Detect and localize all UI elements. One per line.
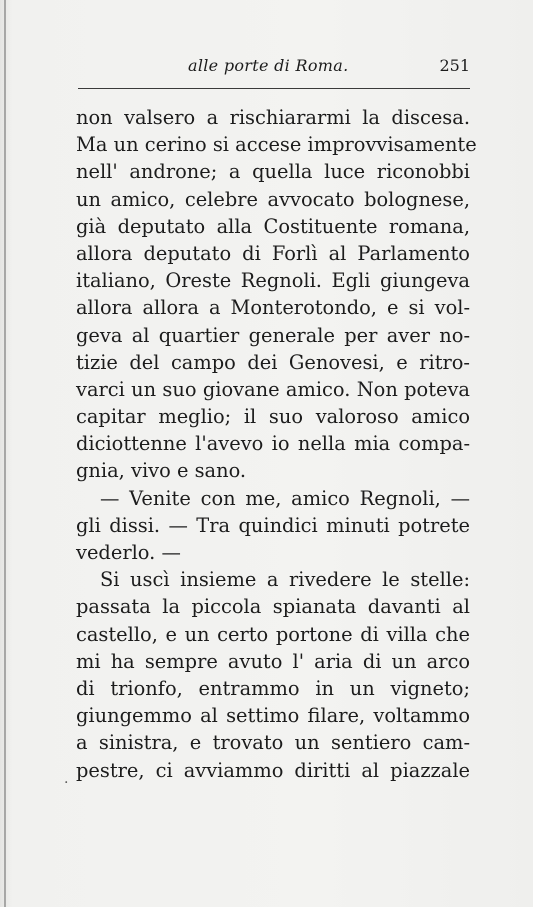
- text-line: non valsero a rischiararmi la discesa.: [76, 106, 470, 129]
- text-line: capitar meglio; il suo valoroso amico: [76, 405, 470, 429]
- text-line: passata la piccola spianata davanti al: [76, 595, 470, 619]
- text-line: mi ha sempre avuto l' aria di un arco: [76, 649, 470, 673]
- page-number: 251: [439, 56, 470, 75]
- text-line: vederlo. —: [76, 541, 181, 564]
- page-header: [78, 56, 470, 80]
- text-line: nell' androne; a quella luce riconobbi: [76, 160, 470, 184]
- header-rule: [78, 88, 470, 89]
- text-line: di trionfo, entrammo in un vigneto;: [76, 676, 470, 700]
- text-line: — Venite con me, amico Regnoli, —: [100, 486, 470, 510]
- text-line: italiano, Oreste Regnoli. Egli giungeva: [76, 269, 470, 293]
- text-line: a sinistra, e trovato un sentiero cam-: [76, 731, 470, 755]
- text-line: gli dissi. — Tra quindici minuti potrete: [76, 513, 470, 537]
- text-line: gnia, vivo e sano.: [76, 459, 247, 483]
- page-gutter-edge: [4, 0, 6, 907]
- body-text: [76, 104, 477, 784]
- running-title: alle porte di Roma.: [188, 56, 349, 75]
- text-line: già deputato alla Costituente romana,: [76, 214, 470, 238]
- text-line: pestre, ci avviammo diritti al piazzale: [76, 758, 470, 782]
- text-line: un amico, celebre avvocato bolognese,: [76, 187, 470, 211]
- text-line: allora allora a Monterotondo, e si vol-: [76, 296, 470, 320]
- text-line: Ma un cerino si accese improvvisamente: [76, 133, 477, 157]
- text-line: allora deputato di Forlì al Parlamento: [76, 241, 470, 265]
- text-line: giungemmo al settimo filare, voltammo: [76, 704, 470, 728]
- text-line: diciottenne l'avevo io nella mia compa-: [76, 432, 470, 456]
- margin-speck: .: [64, 771, 69, 787]
- text-line: tizie del campo dei Genovesi, e ritro-: [76, 350, 470, 374]
- text-line: varci un suo giovane amico. Non poteva: [76, 377, 470, 401]
- text-line: Si uscì insieme a rivedere le stelle:: [100, 568, 470, 592]
- text-line: castello, e un certo portone di villa che: [76, 622, 470, 646]
- text-line: geva al quartier generale per aver no-: [76, 323, 470, 347]
